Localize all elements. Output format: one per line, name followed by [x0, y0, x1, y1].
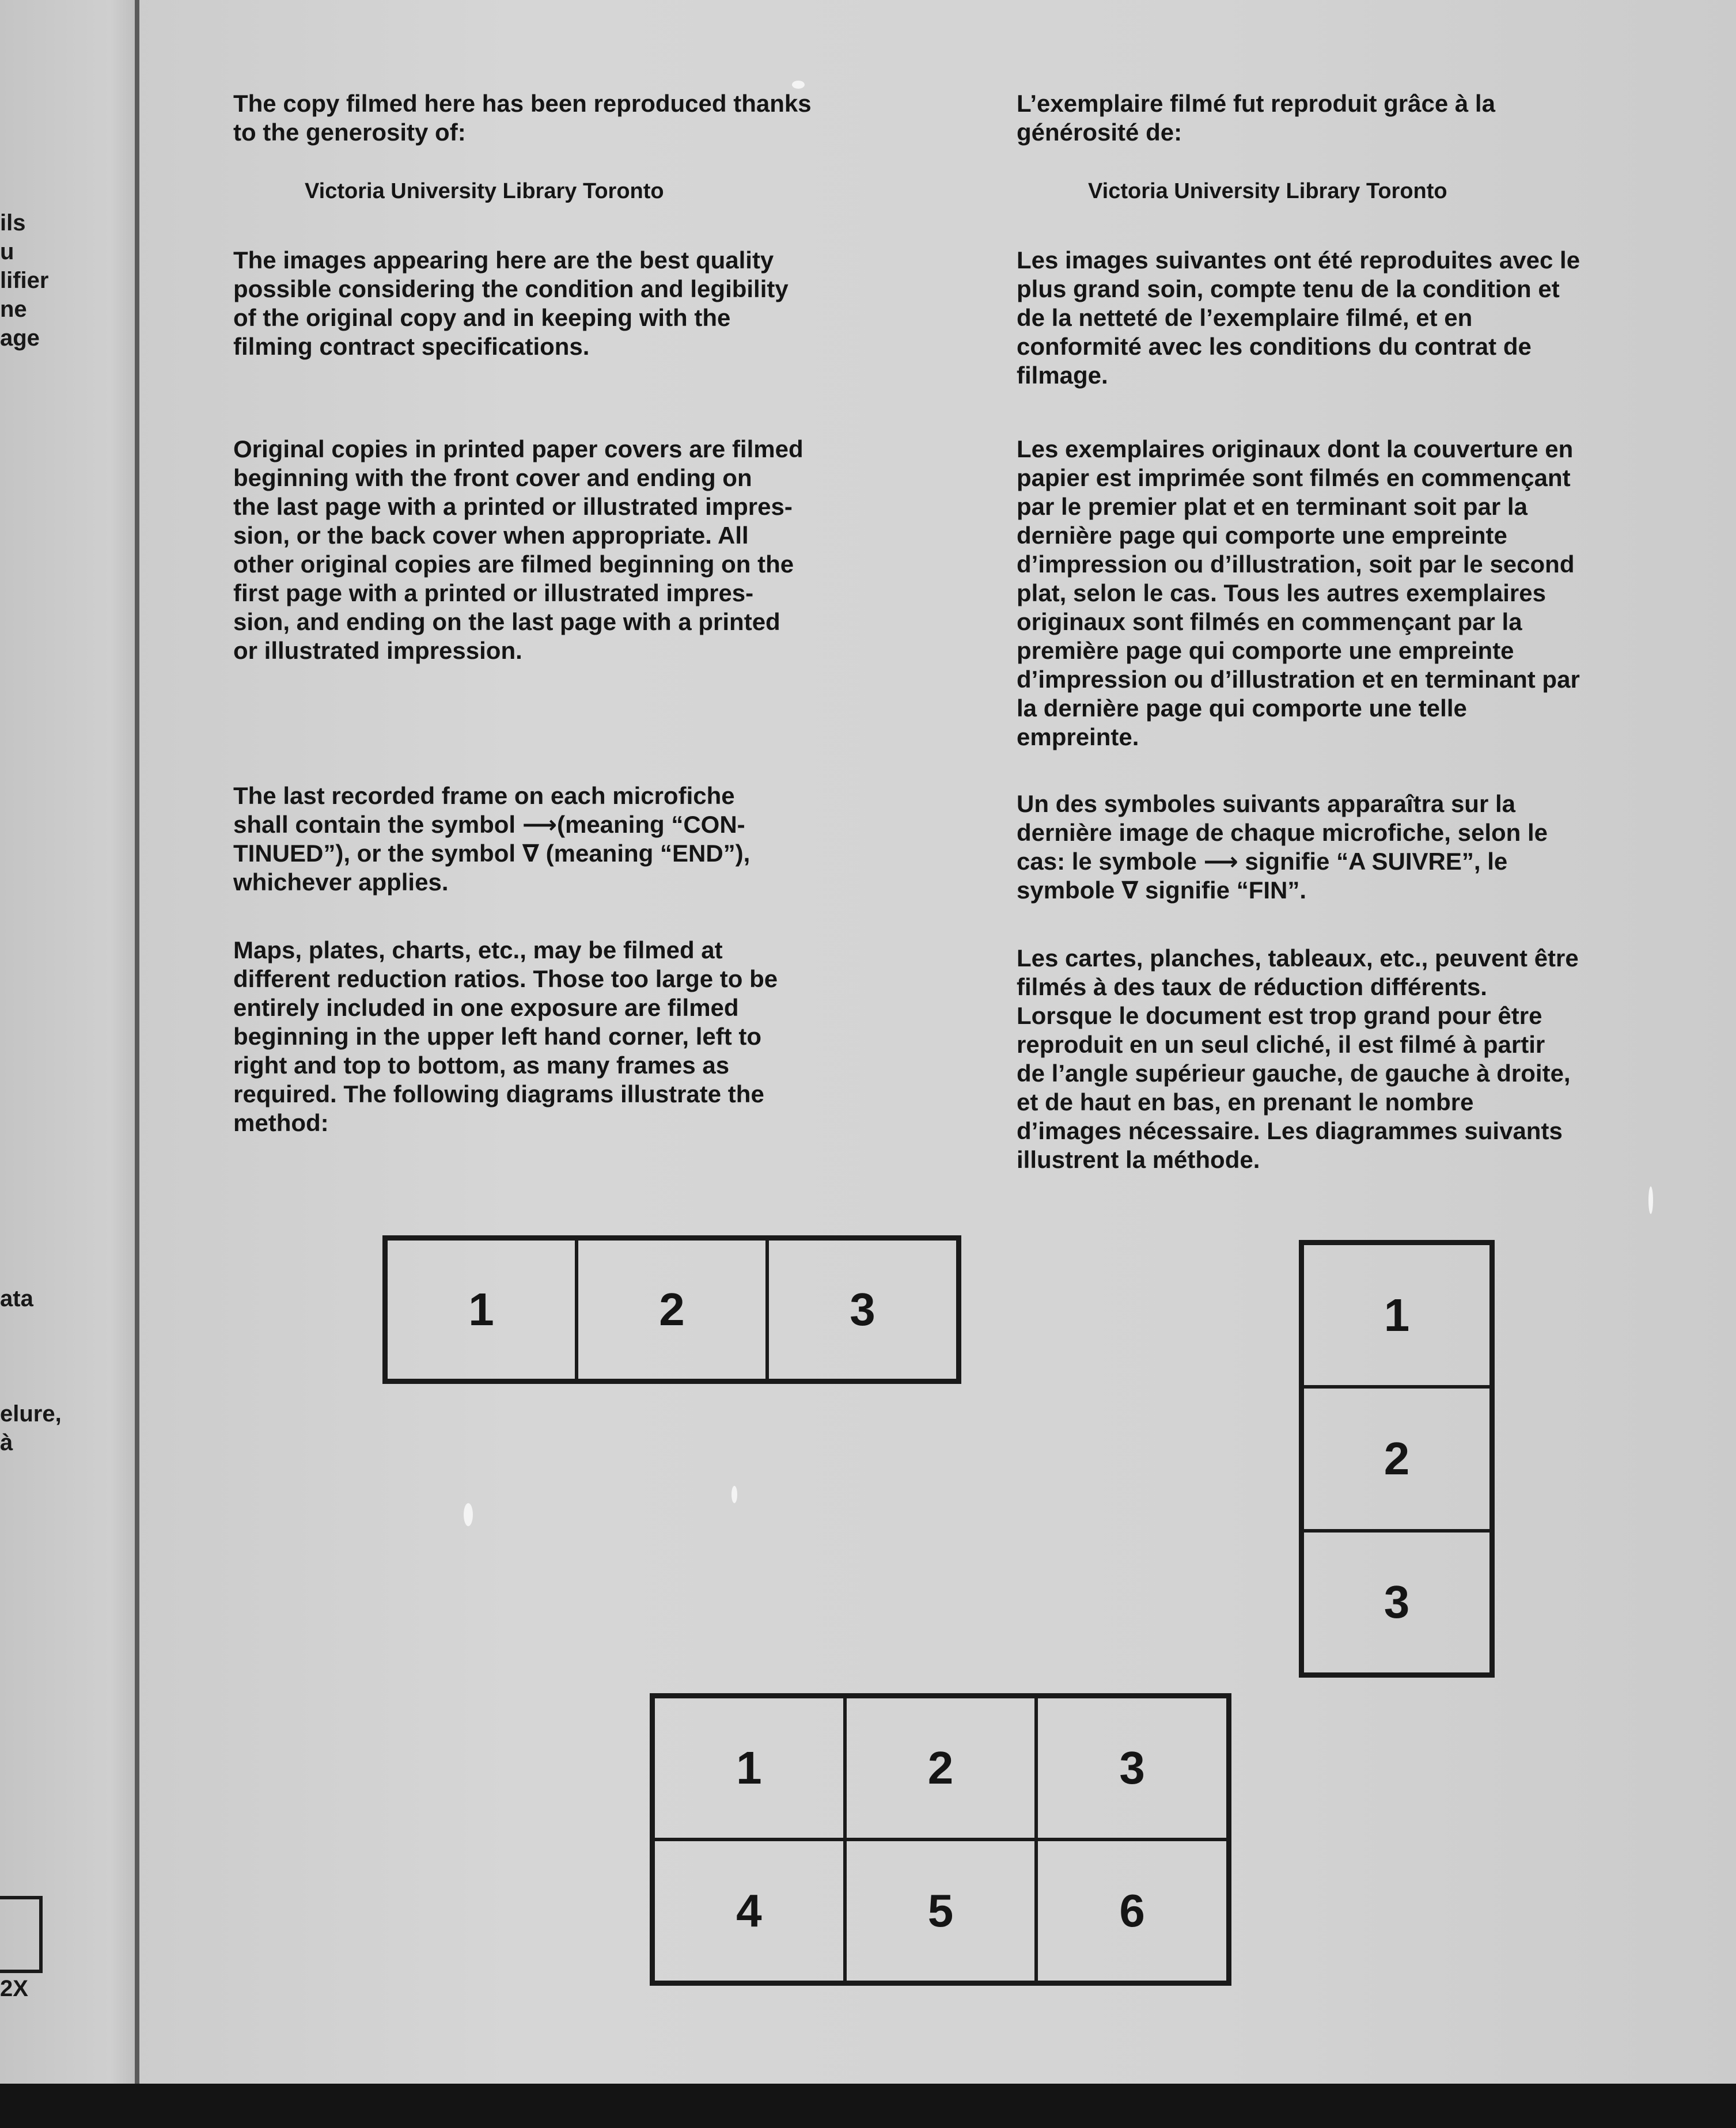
symbol-paragraph — [1017, 790, 1708, 905]
dust-speck — [464, 1503, 473, 1526]
library-name: Victoria University Library Toronto — [1088, 179, 1447, 203]
symbol-text-a: The last recorded frame on each microfiche shall contain the symbol — [233, 782, 735, 838]
triangle-icon: ∇ — [522, 840, 539, 867]
french-column — [1017, 89, 1708, 1174]
film-bottom-edge — [0, 2084, 1736, 2128]
covers-paragraph: Les exemplaires originaux dont la couverture en papier est imprimée sont filmés en commençant par le premier plat et en terminant soit par la dernière page qui comporte une empreinte d’impression ou d’illustration, soit par le second plat, selon le cas. Tous les autres exemplaires originaux sont filmés en commençant par la première page qui comporte une empreinte d’impression ou d’illustration et en terminant par la dernière page qui comporte une telle empreinte. — [1017, 435, 1580, 750]
diagram-cell: 4 — [653, 1839, 845, 1982]
diagram-cell: 6 — [1036, 1839, 1228, 1982]
symbol-text-b: (meaning “CON- TINUED”), or the symbol — [233, 811, 745, 867]
symbol-text-b: signifie “A SUIVRE”, le symbole — [1017, 848, 1508, 904]
diagram-cell: 1 — [1302, 1243, 1491, 1387]
prev-page-fragment: à — [0, 1430, 13, 1455]
quality-paragraph: The images appearing here are the best quality possible considering the condition and legibility of the original copy and in keeping with the filming contract specifications. — [233, 246, 789, 360]
prev-page-fragment: age — [0, 325, 40, 351]
prev-page-fragment: ils — [0, 210, 26, 236]
arrow-icon: ⟶ — [522, 811, 557, 838]
dust-speck — [792, 81, 805, 89]
maps-paragraph: Les cartes, planches, tableaux, etc., peuvent être filmés à des taux de réduction différents. Lorsque le document est trop grand pour être reproduit en un seul cliché, il est filmé à partir de l’angle supérieur gauche, de gauche à droite, et de haut en bas, en prenant le nombre d’images nécessaire. Les diagrammes suivants illustrent la méthode. — [1017, 944, 1579, 1173]
diagram-column — [1299, 1240, 1495, 1678]
diagram-cell: 2 — [845, 1697, 1037, 1839]
diagram-cell: 3 — [1302, 1531, 1491, 1674]
intro-text: The copy filmed here has been reproduced thanks to the generosity of: — [233, 90, 812, 146]
diagram-cell: 2 — [1302, 1387, 1491, 1530]
prev-page-fragment: 2X — [0, 1976, 28, 2001]
prev-page-fragment: ne — [0, 297, 27, 322]
dust-speck — [1648, 1186, 1653, 1214]
arrow-icon: ⟶ — [1203, 848, 1238, 875]
library-name: Victoria University Library Toronto — [305, 179, 664, 203]
maps-paragraph: Maps, plates, charts, etc., may be filmed at different reduction ratios. Those too large to be entirely included in one exposure are filmed beginning in the upper left hand corner, left to right and top to bottom, as many frames as required. The following diagrams illustrate the method: — [233, 936, 778, 1136]
diagram-cell: 1 — [386, 1239, 577, 1380]
prev-page-fragment: ata — [0, 1286, 33, 1311]
symbol-paragraph — [233, 782, 924, 897]
symbol-text-c: (meaning “END”), whichever applies. — [233, 840, 751, 896]
prev-page-fragment: u — [0, 239, 14, 264]
diagram-cell: 2 — [577, 1239, 767, 1380]
triangle-icon: ∇ — [1121, 877, 1139, 904]
english-column — [233, 89, 924, 1137]
diagram-cell: 3 — [767, 1239, 958, 1380]
diagram-cell: 3 — [1036, 1697, 1228, 1839]
symbol-text-a: Un des symboles suivants apparaîtra sur la dernière image de chaque microfiche, selon le cas: le symbole — [1017, 790, 1548, 875]
diagram-cell: 5 — [845, 1839, 1037, 1982]
symbol-text-c: signifie “FIN”. — [1138, 877, 1307, 904]
intro-text: L’exemplaire filmé fut reproduit grâce à la générosité de: — [1017, 90, 1495, 146]
prev-page-fragment: lifier — [0, 268, 49, 293]
dust-speck — [731, 1486, 737, 1503]
quality-paragraph: Les images suivantes ont été reproduites avec le plus grand soin, compte tenu de la condition et de la netteté de l’exemplaire filmé, et en conformité avec les conditions du contrat de filmage. — [1017, 246, 1580, 389]
diagram-grid — [650, 1693, 1231, 1986]
diagram-row — [382, 1235, 961, 1384]
prev-page-fragment: elure, — [0, 1401, 62, 1427]
binding-edge-line — [135, 0, 139, 2084]
diagram-cell: 1 — [653, 1697, 845, 1839]
covers-paragraph: Original copies in printed paper covers are filmed beginning with the front cover and ending on the last page with a printed or illustrated impres- sion, or the back cover when appropriate. All other original copies are filmed beginning on the first page with a printed or illustrated impres- sion, and ending on the last page with a printed or illustrated impression. — [233, 435, 803, 664]
prev-page-box — [0, 1896, 43, 1973]
